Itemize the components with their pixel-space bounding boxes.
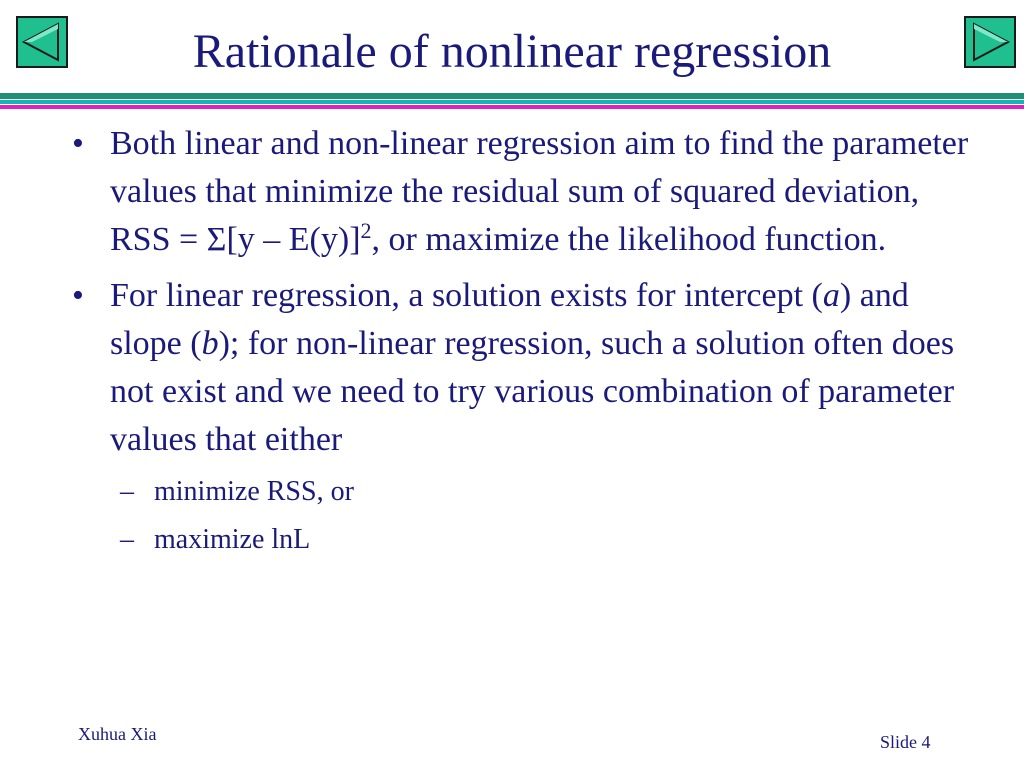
bullet-item: [72, 272, 972, 464]
subbullet-text: minimize RSS, or: [154, 476, 354, 507]
bullet-text: ) and slope (: [110, 277, 909, 362]
italic-symbol-b: b: [201, 325, 219, 362]
title-divider-magenta: [0, 105, 1024, 109]
slide-title: Rationale of nonlinear regression: [192, 25, 832, 78]
title-divider-dark: [0, 93, 1024, 99]
bullet-text: For linear regression, a solution exists for intercept (: [110, 277, 823, 314]
bullet-item: [72, 120, 972, 264]
subbullet-item: [72, 472, 972, 512]
bullet-text: ); for non-linear regression, such a solution often does not exist and we need to try various combination of parameter values that either: [110, 325, 955, 458]
bullet-marker: •: [72, 125, 84, 162]
footer-author: Xuhua Xia: [78, 724, 157, 744]
subbullet-marker: –: [120, 476, 134, 507]
slide-body: [72, 120, 972, 568]
italic-symbol-a: a: [822, 277, 840, 314]
subbullet-marker: –: [120, 524, 134, 555]
superscript-exponent: 2: [360, 218, 372, 243]
subbullet-item: [72, 520, 972, 560]
subbullet-text: maximize lnL: [154, 524, 311, 555]
bullet-text: Both linear and non-linear regression aim to find the parameter values that minimize the residual sum of squared deviation, RSS = Σ[y – E(y)]: [110, 125, 969, 258]
bullet-marker: •: [72, 277, 84, 314]
title-divider-teal: [0, 100, 1024, 104]
bullet-text: , or maximize the likelihood function.: [371, 221, 887, 258]
footer-slide-number: Slide 4: [880, 732, 931, 752]
